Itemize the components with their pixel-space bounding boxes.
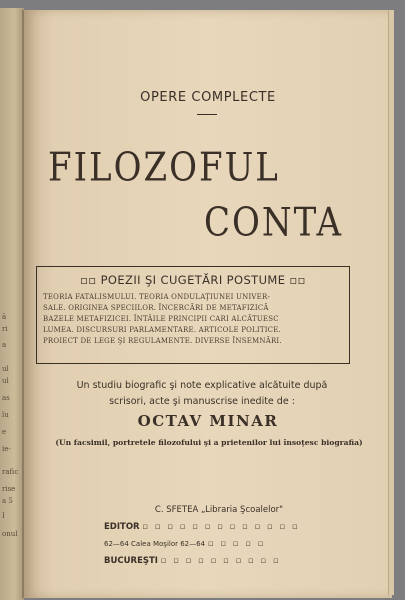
- left-fragment: rise: [2, 485, 16, 493]
- publisher-address-line: [104, 536, 334, 553]
- contents-line: TEORIA FATALISMULUI. TEORIA ONDULAŢIUNEI UNIVER-: [43, 293, 271, 301]
- contents-line: PROIECT DE LEGE ŞI REGULAMENTE. DIVERSE ÎNSEMNĂRI.: [43, 337, 282, 345]
- left-page-edge: [0, 8, 24, 600]
- contents-list: [43, 292, 343, 347]
- left-fragment: as: [2, 394, 10, 402]
- publisher-address: 62—64 Calea Moşilor 62—64: [104, 540, 206, 548]
- study-line: Un studiu biografic şi note explicative alcătuite după: [76, 380, 328, 391]
- contents-line: SALE. ORIGINEA SPECIILOR. ÎNCERCĂRI DE METAFIZICĂ: [43, 304, 269, 312]
- divider: [197, 114, 217, 115]
- left-fragment: e: [2, 428, 7, 436]
- contents-line: BAZELE METAFIZICEI. ÎNTÂILE PRINCIPII CARI ALCĂTUESC: [43, 315, 279, 323]
- study-line: scrisori, acte şi manuscrise inedite de :: [109, 396, 295, 407]
- publisher-name: C. SFETEA „Libraria Şcoalelor": [154, 505, 284, 515]
- left-fragment: a 5: [2, 497, 13, 505]
- publisher-editor-line: [104, 519, 334, 536]
- author-name: OCTAV MINAR: [137, 412, 279, 430]
- main-title-line1: FILOZOFUL: [48, 145, 280, 191]
- main-title-line2: CONTA: [204, 200, 344, 246]
- title-page: [22, 10, 392, 598]
- contents-heading: ▫▫ POEZII ŞI CUGETĂRI POSTUME ▫▫: [80, 273, 306, 287]
- study-description: [42, 378, 362, 410]
- left-fragment: a: [2, 341, 7, 349]
- left-fragment: ie-: [2, 445, 11, 453]
- contents-box: [36, 266, 350, 364]
- left-fragment: onul: [2, 530, 18, 538]
- facsimile-note: (Un facsimil, portretele filozofului şi a prietenilor lui însoţesc biografia): [55, 438, 363, 447]
- left-fragment: ri: [2, 325, 8, 333]
- publisher-city: BUCUREŞTI: [104, 556, 158, 566]
- left-page-text: [0, 8, 22, 600]
- publisher-city-line: [104, 553, 334, 570]
- right-page-edge: [388, 10, 394, 595]
- city-dots: ▫ ▫ ▫ ▫ ▫ ▫ ▫ ▫ ▫ ▫: [160, 556, 281, 566]
- left-fragment: ul: [2, 377, 9, 385]
- address-dots: ▫ ▫ ▫ ▫ ▫: [207, 539, 266, 549]
- left-fragment: ul: [2, 365, 9, 373]
- editor-label: EDITOR: [104, 522, 140, 532]
- left-fragment: I: [2, 512, 5, 520]
- series-title: OPERE COMPLECTE: [140, 90, 276, 105]
- left-fragment: lu: [2, 411, 9, 419]
- left-fragment: ă: [2, 313, 7, 321]
- editor-dots: ▫ ▫ ▫ ▫ ▫ ▫ ▫ ▫ ▫ ▫ ▫ ▫ ▫: [142, 522, 300, 532]
- contents-line: LUMEA. DISCURSURI PARLAMENTARE. ARTICOLE POLITICE.: [43, 326, 281, 334]
- left-fragment: rafic: [2, 468, 19, 476]
- publisher-block: [104, 502, 334, 570]
